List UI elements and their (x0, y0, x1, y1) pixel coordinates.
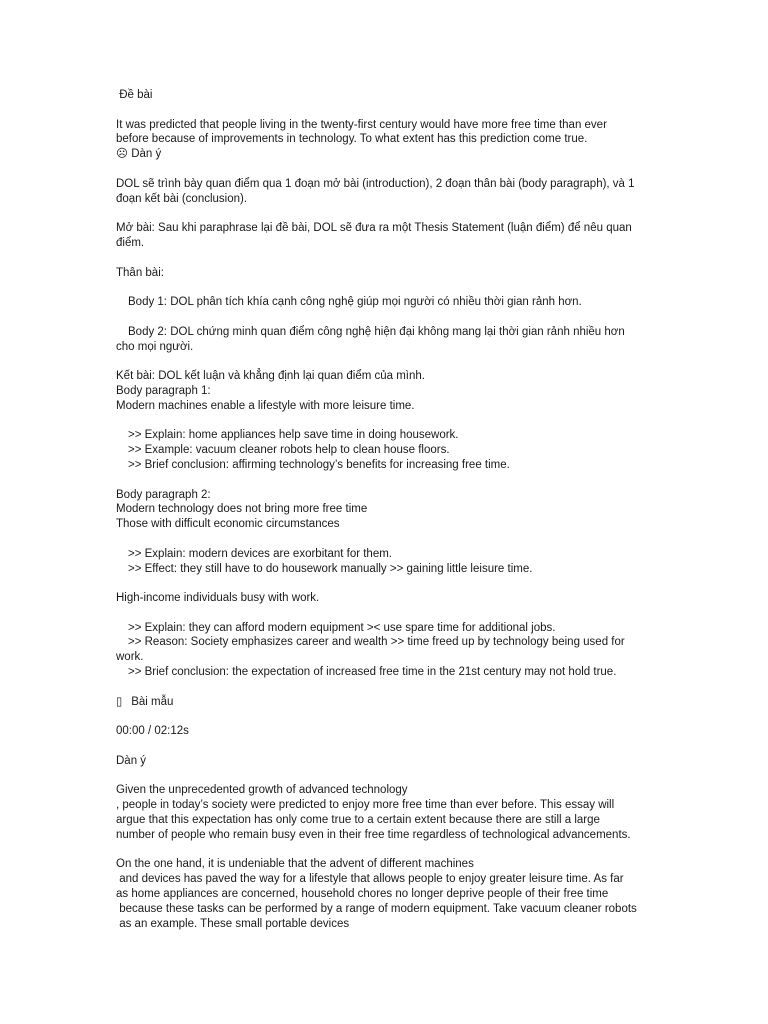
outline-intro-line: đoạn kết bài (conclusion). (116, 192, 248, 205)
mo-bai-line: điểm. (116, 236, 145, 249)
bp2-point-continued: work. (116, 651, 144, 664)
sample-heading: ▯ Bài mẫu (116, 695, 174, 708)
essay-line: and devices has paved the way for a lifestyle that allows people to enjoy greater leisure time. As far (116, 873, 624, 886)
bp2-point: >> Reason: Society emphasizes career and wealth >> time freed up by technology being used for (128, 636, 625, 649)
essay-line: as home appliances are concerned, household chores no longer deprive people of their free time (116, 888, 609, 901)
prompt-line: before because of improvements in technology. To what extent has this prediction come true. (116, 133, 588, 146)
body-paragraph-2-label: Body paragraph 2: (116, 488, 211, 501)
bp2-point: >> Effect: they still have to do housework manually >> gaining little leisure time. (128, 562, 533, 575)
outline-intro-line: DOL sẽ trình bày quan điểm qua 1 đoạn mở bài (introduction), 2 đoạn thân bài (body paragraph), và 1 (116, 177, 635, 190)
bp1-point: >> Example: vacuum cleaner robots help to clean house floors. (128, 444, 450, 457)
than-bai-label: Thân bài: (116, 266, 164, 279)
essay-line: , people in today’s society were predicted to enjoy more free time than ever before. This essay will (116, 799, 615, 812)
bp1-point: >> Explain: home appliances help save time in doing housework. (128, 429, 459, 442)
body2-summary-line: Body 2: DOL chứng minh quan điểm công nghệ hiện đại không mang lại thời gian rảnh nhiều hơn (128, 325, 625, 338)
bp2-point: >> Brief conclusion: the expectation of increased free time in the 21st century may not hold true. (128, 666, 617, 679)
body-paragraph-2-main: Modern technology does not bring more free time (116, 503, 368, 516)
body-paragraph-2-sub: Those with difficult economic circumstances (116, 518, 340, 531)
essay-line: because these tasks can be performed by a range of modern equipment. Take vacuum cleaner robots (116, 902, 637, 915)
ket-bai-line: Kết bài: DOL kết luận và khẳng định lại quan điểm của mình. (116, 370, 425, 383)
outline-label: Dàn ý (116, 754, 147, 767)
document-body (116, 88, 656, 931)
box-icon: ▯ (116, 695, 123, 708)
body-paragraph-1-label: Body paragraph 1: (116, 384, 211, 397)
section-title: Đề bài (119, 89, 153, 101)
essay-line: number of people who remain busy even in their free time regardless of technological advancements. (116, 828, 631, 841)
sad-face-icon: ☹ (116, 148, 128, 161)
bp2-point: >> Explain: modern devices are exorbitant for them. (128, 547, 393, 560)
body-paragraph-1-main: Modern machines enable a lifestyle with more leisure time. (116, 399, 415, 412)
essay-line: On the one hand, it is undeniable that the advent of different machines (116, 858, 474, 871)
essay-line: argue that this expectation has only come true to a certain extent because there are still a large (116, 814, 600, 827)
audio-time-readout: 00:00 / 02:12s (116, 725, 189, 738)
essay-line: Given the unprecedented growth of advanced technology (116, 784, 408, 797)
essay-line: as an example. These small portable devices (116, 917, 350, 930)
bp1-point: >> Brief conclusion: affirming technology’s benefits for increasing free time. (128, 458, 510, 471)
body1-summary: Body 1: DOL phân tích khía cạnh công nghệ giúp mọi người có nhiều thời gian rảnh hơn. (128, 296, 582, 309)
mo-bai-line: Mở bài: Sau khi paraphrase lại đề bài, DOL sẽ đưa ra một Thesis Statement (luận điểm) để nêu quan (116, 222, 632, 235)
body2-summary-line: cho mọi người. (116, 340, 194, 353)
body-paragraph-2-sub: High-income individuals busy with work. (116, 592, 320, 605)
prompt-line: It was predicted that people living in the twenty-first century would have more free time than ever (116, 118, 607, 131)
outline-heading: ☹ Dàn ý (116, 148, 162, 161)
bp2-point: >> Explain: they can afford modern equipment >< use spare time for additional jobs. (128, 621, 556, 634)
